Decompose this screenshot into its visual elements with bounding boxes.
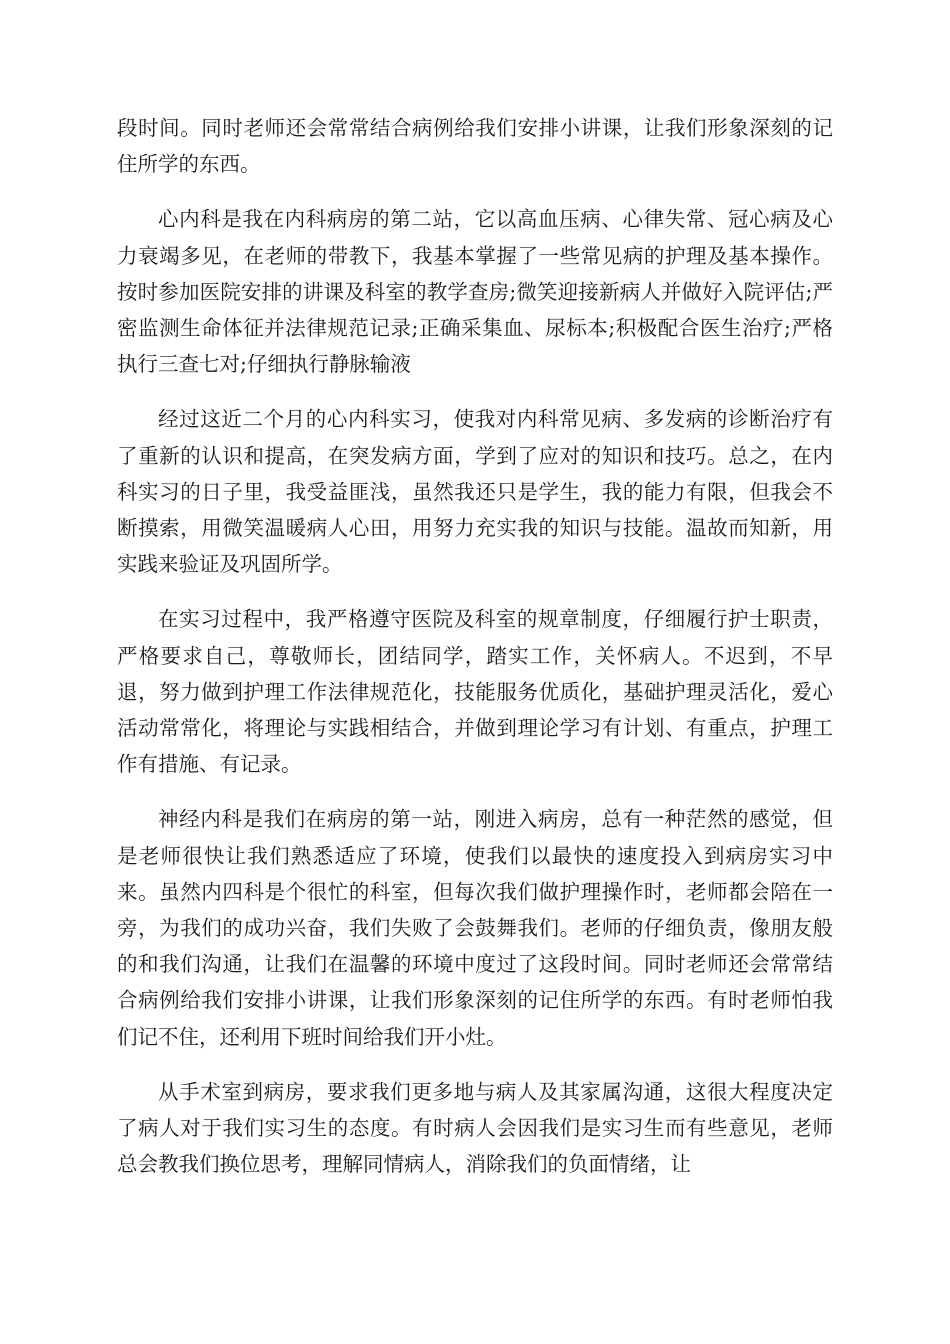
paragraph-ward-communication: 从手术室到病房，要求我们更多地与病人及其家属沟通，这很大程度决定了病人对于我们实习生的态度。有时病人会因我们是实习生而有些意见，老师总会教我们换位思考，理解同情病人，消除我们的负面情绪，让 [117, 1079, 833, 1177]
paragraph-neurology-rotation: 神经内科是我们在病房的第一站，刚进入病房，总有一种茫然的感觉，但是老师很快让我们熟悉适应了环境，使我们以最快的速度投入到病房实习中来。虽然内四科是个很忙的科室，但每次我们做护理操作时，老师都会陪在一旁，为我们的成功兴奋，我们失败了会鼓舞我们。老师的仔细负责，像朋友般的和我们沟通，让我们在温馨的环境中度过了这段时间。同时老师还会常常结合病例给我们安排小讲课，让我们形象深刻的记住所学的东西。有时老师怕我们记不住，还利用下班时间给我们开小灶。 [117, 807, 833, 1049]
paragraph-continuation: 段时间。同时老师还会常常结合病例给我们安排小讲课，让我们形象深刻的记住所学的东西。 [117, 116, 833, 177]
paragraph-cardiology-summary: 经过这近二个月的心内科实习，使我对内科常见病、多发病的诊断治疗有了重新的认识和提高，在突发病方面，学到了应对的知识和技巧。总之，在内科实习的日子里，我受益匪浅，虽然我还只是学生，我的能力有限，但我会不断摸索，用微笑温暖病人心田，用努力充实我的知识与技能。温故而知新，用实践来验证及巩固所学。 [117, 407, 833, 577]
document-body [117, 110, 833, 1201]
paragraph-internship-conduct: 在实习过程中，我严格遵守医院及科室的规章制度，仔细履行护士职责，严格要求自己，尊敬师长，团结同学，踏实工作，关怀病人。不迟到，不早退，努力做到护理工作法律规范化，技能服务优质化，基础护理灵活化，爱心活动常常化，将理论与实践相结合，并做到理论学习有计划、有重点，护理工作有措施、有记录。 [117, 607, 833, 777]
paragraph-cardiology-rotation: 心内科是我在内科病房的第二站，它以高血压病、心律失常、冠心病及心力衰竭多见，在老师的带教下，我基本掌握了一些常见病的护理及基本操作。按时参加医院安排的讲课及科室的教学查房;微笑迎接新病人并做好入院评估;严密监测生命体征并法律规范记录;正确采集血、尿标本;积极配合医生治疗;严格执行三查七对;仔细执行静脉输液 [117, 207, 833, 377]
